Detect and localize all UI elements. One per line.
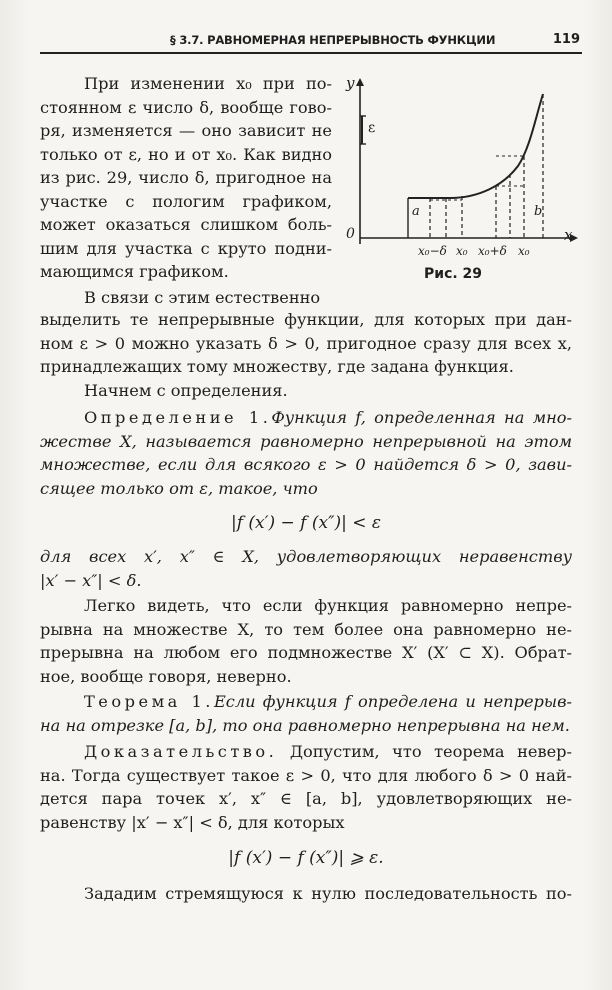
origin-label: 0 [346, 226, 355, 242]
text-line: сящее только от ε, такое, что [40, 478, 318, 498]
text-line: равенству |x′ − x″| < δ, для которых [40, 812, 345, 832]
y-axis-label: y [346, 74, 355, 92]
text-line: ря, изменяется — оно зависит не [40, 121, 332, 140]
proof-text: Допустим, что теорема невер- [289, 742, 572, 761]
text-line: выделить те непрерывные функции, для которых при дан- [40, 310, 572, 329]
text-line: прерывна на любом его подмножестве X′ (X′ ⊂ X). Обрат- [40, 643, 572, 662]
text-line: только от ε, но и от x₀. Как видно [40, 144, 332, 164]
text-line: мающимся графиком. [40, 262, 229, 281]
text-line [40, 740, 572, 764]
text-line: В связи с этим естественно [84, 287, 321, 307]
theorem-block [40, 690, 572, 737]
running-header [40, 32, 582, 54]
text-line [40, 690, 572, 714]
definition-tail [40, 545, 572, 592]
text-line: из рис. 29, число δ, пригодное на [40, 168, 332, 187]
text-line: стоянном ε число δ, вообще гово- [40, 97, 332, 117]
text-line: Зададим стремящуюся к нулю последовательность по- [84, 884, 572, 903]
intro-paragraph [40, 72, 332, 309]
text-line: на. Тогда существует такое ε > 0, что для любого δ > 0 най- [40, 765, 572, 785]
text-line: Начнем с определения. [84, 380, 288, 400]
text-line: для всех x′, x″ ∈ X, удовлетворяющих неравенству [40, 547, 572, 566]
formula-definition: |f (x′) − f (x″)| < ε [231, 513, 381, 533]
definition-block [40, 406, 572, 500]
paragraph-4 [40, 594, 572, 688]
b-label: b [534, 204, 543, 219]
text-line: Легко видеть, что если функция равномерно непре- [84, 596, 572, 615]
text-line: |x′ − x″| < δ. [40, 570, 142, 590]
tick-label: x₀+δ [478, 244, 507, 258]
text-line: шим для участка с круто подни- [40, 238, 332, 258]
figure-graph [338, 76, 578, 296]
paragraph-2 [40, 308, 572, 402]
text-line: множестве, если для всякого ε > 0 найдется δ > 0, зави- [40, 455, 572, 474]
last-paragraph [40, 882, 572, 906]
theorem-text: Если функция f определена и непрерыв- [213, 692, 572, 711]
definition-text: Функция f, определенная на мно- [271, 408, 572, 427]
a-label: a [412, 204, 420, 219]
formula-proof: |f (x′) − f (x″)| ⩾ ε. [228, 848, 384, 868]
text-line: ном ε > 0 можно указать δ > 0, пригодное сразу для всех x, [40, 333, 572, 353]
theorem-label: Теорема 1. [84, 692, 214, 711]
text-line: рывна на множестве X, то тем более она равномерно не- [40, 619, 572, 639]
text-line: принадлежащих тому множеству, где задана функция. [40, 357, 514, 376]
page-number: 119 [552, 32, 580, 47]
text-line [40, 406, 572, 430]
text-line: При изменении x₀ при по- [84, 74, 332, 93]
text-line: участке с пологим графиком, [40, 191, 332, 211]
text-line: дется пара точек x′, x″ ∈ [a, b], удовлетворяющих не- [40, 789, 572, 808]
figure-caption: Рис. 29 [424, 266, 483, 282]
text-line: жестве X, называется равномерно непрерывной на этом [40, 431, 572, 451]
proof-label: Доказательство. [84, 742, 278, 761]
tick-label: x₀−δ [418, 244, 447, 258]
text-line: может оказаться слишком боль- [40, 215, 332, 234]
text-line: на на отрезке [a, b], то она равномерно непрерывна на нем. [40, 715, 570, 735]
tick-label: x₀ [518, 244, 530, 258]
figure-29 [338, 76, 578, 296]
definition-label: Определение 1. [84, 408, 272, 427]
section-title: § 3.7. РАВНОМЕРНАЯ НЕПРЕРЫВНОСТЬ ФУНКЦИИ [170, 33, 496, 47]
proof-block [40, 740, 572, 834]
tick-label: x₀ [456, 244, 468, 258]
text-line: ное, вообще говоря, неверно. [40, 666, 292, 686]
epsilon-label: ε [368, 120, 376, 136]
x-axis-label: x [564, 226, 573, 244]
